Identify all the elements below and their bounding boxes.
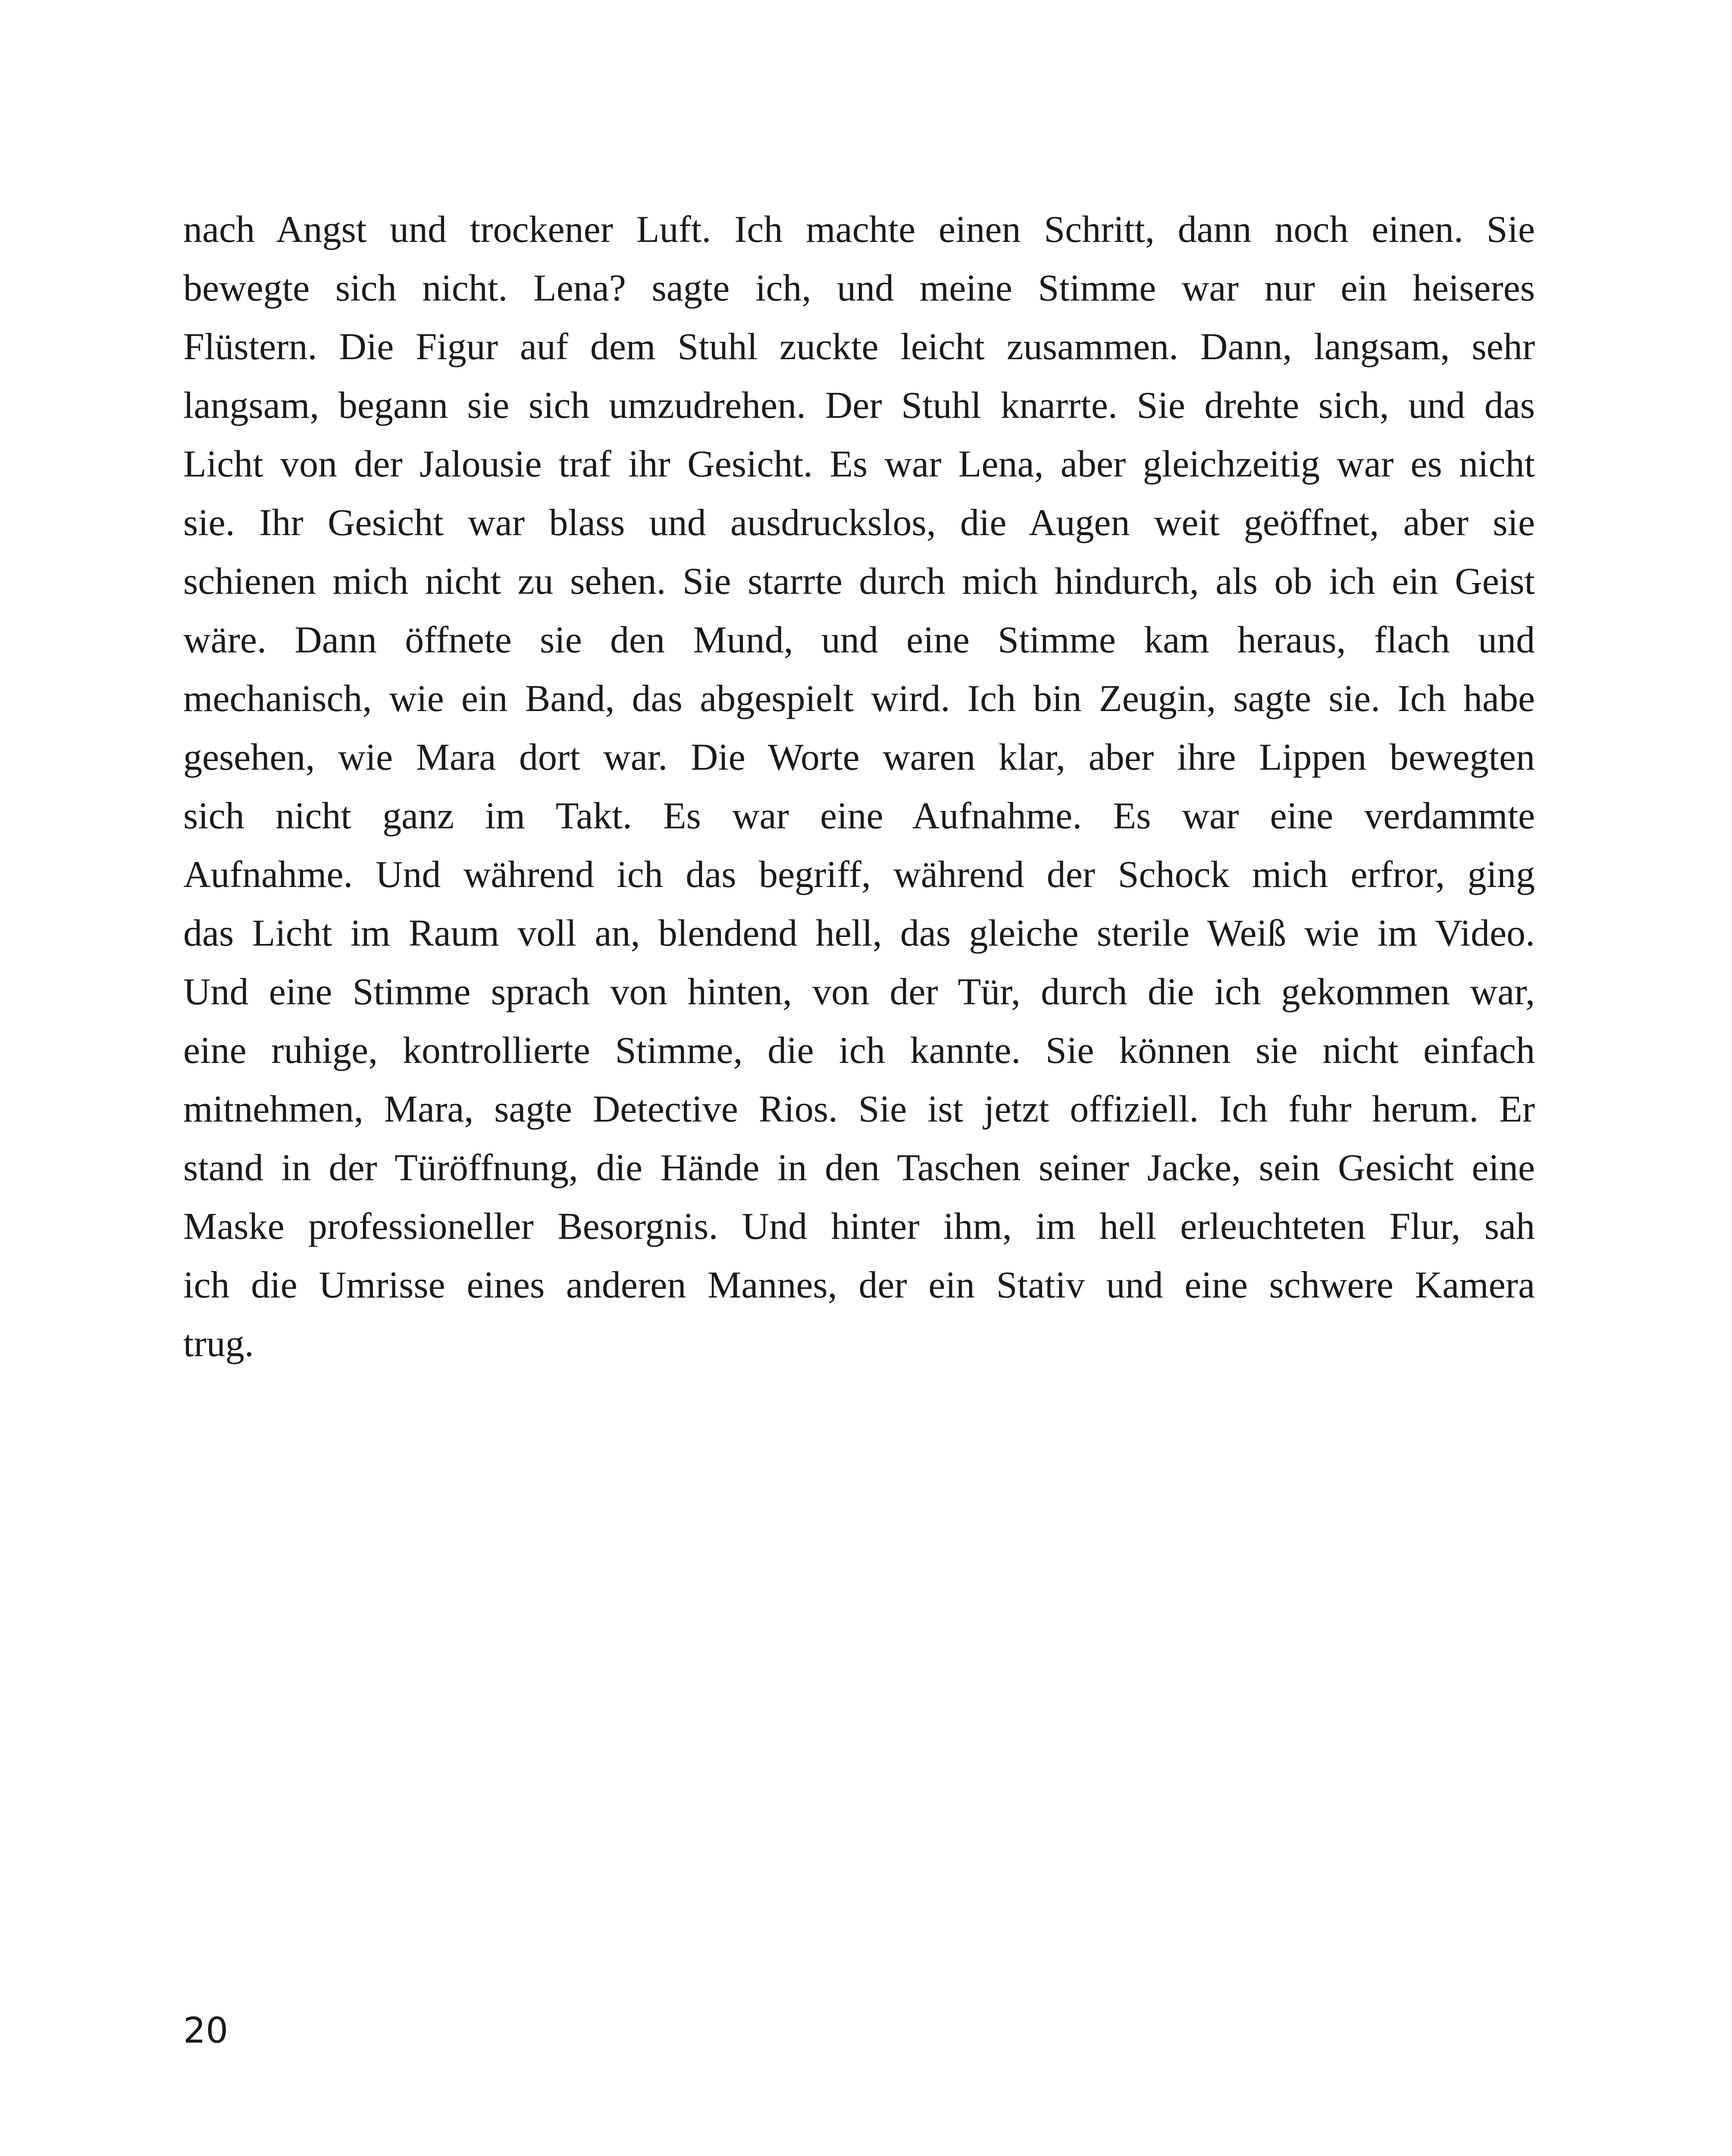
text-line: Flüstern. Die Figur auf dem Stuhl zuckte leicht zusammen. Dann, langsam, sehr bbox=[183, 326, 1535, 368]
text-line: Maske professioneller Besorgnis. Und hinter ihm, im hell erleuchteten Flur, sah bbox=[183, 1206, 1535, 1247]
text-line: langsam, begann sie sich umzudrehen. Der Stuhl knarrte. Sie drehte sich, und das bbox=[183, 385, 1535, 426]
text-line: stand in der Türöffnung, die Hände in den Taschen seiner Jacke, sein Gesicht eine bbox=[183, 1147, 1535, 1189]
text-line: Und eine Stimme sprach von hinten, von der Tür, durch die ich gekommen war, bbox=[183, 971, 1535, 1013]
text-line: Licht von der Jalousie traf ihr Gesicht. Es war Lena, aber gleichzeitig war es nicht bbox=[183, 443, 1535, 485]
text-line: das Licht im Raum voll an, blendend hell, das gleiche sterile Weiß wie im Video. bbox=[183, 912, 1535, 954]
text-line: mechanisch, wie ein Band, das abgespielt wird. Ich bin Zeugin, sagte sie. Ich habe bbox=[183, 678, 1535, 720]
text-line: mitnehmen, Mara, sagte Detective Rios. Sie ist jetzt offiziell. Ich fuhr herum. Er bbox=[183, 1088, 1535, 1130]
text-line: ich die Umrisse eines anderen Mannes, der ein Stativ und eine schwere Kamera bbox=[183, 1264, 1535, 1306]
text-line: trug. bbox=[183, 1323, 254, 1365]
text-line: bewegte sich nicht. Lena? sagte ich, und meine Stimme war nur ein heiseres bbox=[183, 267, 1535, 309]
text-line: nach Angst und trockener Luft. Ich machte einen Schritt, dann noch einen. Sie bbox=[183, 209, 1535, 251]
page-number: 20 bbox=[183, 2010, 229, 2051]
text-line: sie. Ihr Gesicht war blass und ausdruckslos, die Augen weit geöffnet, aber sie bbox=[183, 502, 1535, 544]
body-paragraph bbox=[183, 201, 1535, 1373]
text-line: sich nicht ganz im Takt. Es war eine Aufnahme. Es war eine verdammte bbox=[183, 795, 1535, 837]
text-line: eine ruhige, kontrollierte Stimme, die ich kannte. Sie können sie nicht einfach bbox=[183, 1030, 1535, 1072]
text-line: wäre. Dann öffnete sie den Mund, und eine Stimme kam heraus, flach und bbox=[183, 619, 1535, 661]
text-line: Aufnahme. Und während ich das begriff, während der Schock mich erfror, ging bbox=[183, 854, 1535, 896]
text-line: gesehen, wie Mara dort war. Die Worte waren klar, aber ihre Lippen bewegten bbox=[183, 736, 1535, 778]
text-line: schienen mich nicht zu sehen. Sie starrte durch mich hindurch, als ob ich ein Geist bbox=[183, 561, 1535, 602]
